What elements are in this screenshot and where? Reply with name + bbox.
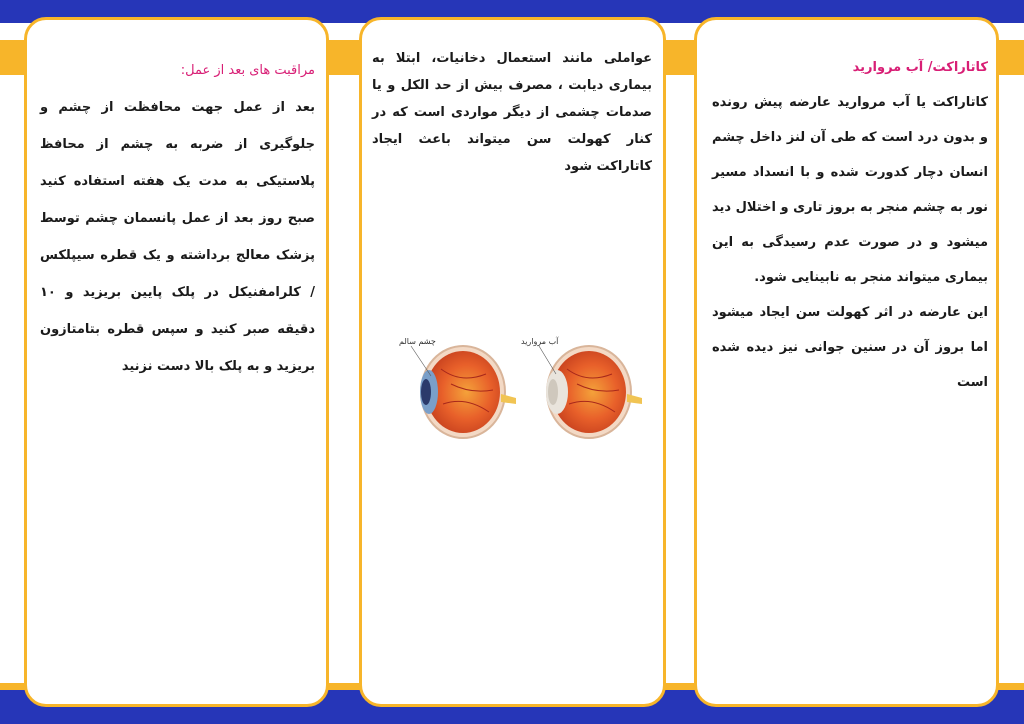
cataract-heading: کاتاراکت/ آب مروارید <box>852 60 988 75</box>
post-op-care-text: بعد از عمل جهت محافظت از چشم و جلوگیری از ضربه به چشم از محافظ پلاستیکی به مدت یک هفته استفاده کنید صبح روز بعد از عمل پانسمان چشم توسط پزشک معالج برداشته و یک قطره سیپلکس / کلرامفنیکل در پلک پایین بریزید و ۱۰ دقیقه صبر کنید و سپس قطره بتامتازون بریزید و به پلک بالا دست نزنید <box>40 100 315 374</box>
risk-factors-section <box>372 45 652 180</box>
eye-comparison-figure <box>381 324 651 444</box>
healthy-eye-illustration <box>411 346 516 438</box>
post-op-care-heading: مراقبت های بعد از عمل: <box>180 63 315 78</box>
cataract-eye-label: آب مروارید <box>521 337 559 346</box>
cataract-description: کاتاراکت یا آب مروارید عارضه پیش رونده و بدون درد است که طی آن لنز داخل چشم انسان دچار کدورت شده و با انسداد مسیر نور به چشم منجر به بروز تاری و اختلال دید میشود و در صورت عدم رسیدگی به این بیماری میتواند منجر به نابینایی شود. <box>712 95 988 285</box>
healthy-eye-label: چشم سالم <box>399 337 436 346</box>
cataract-age-note: این عارضه در اثر کهولت سن ایجاد میشود اما بروز آن در سنین جوانی نیز دیده شده است <box>712 305 988 390</box>
cataract-intro-section <box>712 50 988 400</box>
cataract-eye-illustration <box>539 346 642 438</box>
risk-factors-text: عواملی مانند استعمال دخانیات، ابتلا به بیماری دیابت ، مصرف بیش از حد الکل و یا صدمات چشمی از دیگر مواردی است که در کنار کهولت سن میتواند باعث ایجاد کاتاراکت شود <box>372 51 652 174</box>
post-op-care-section <box>40 52 315 385</box>
